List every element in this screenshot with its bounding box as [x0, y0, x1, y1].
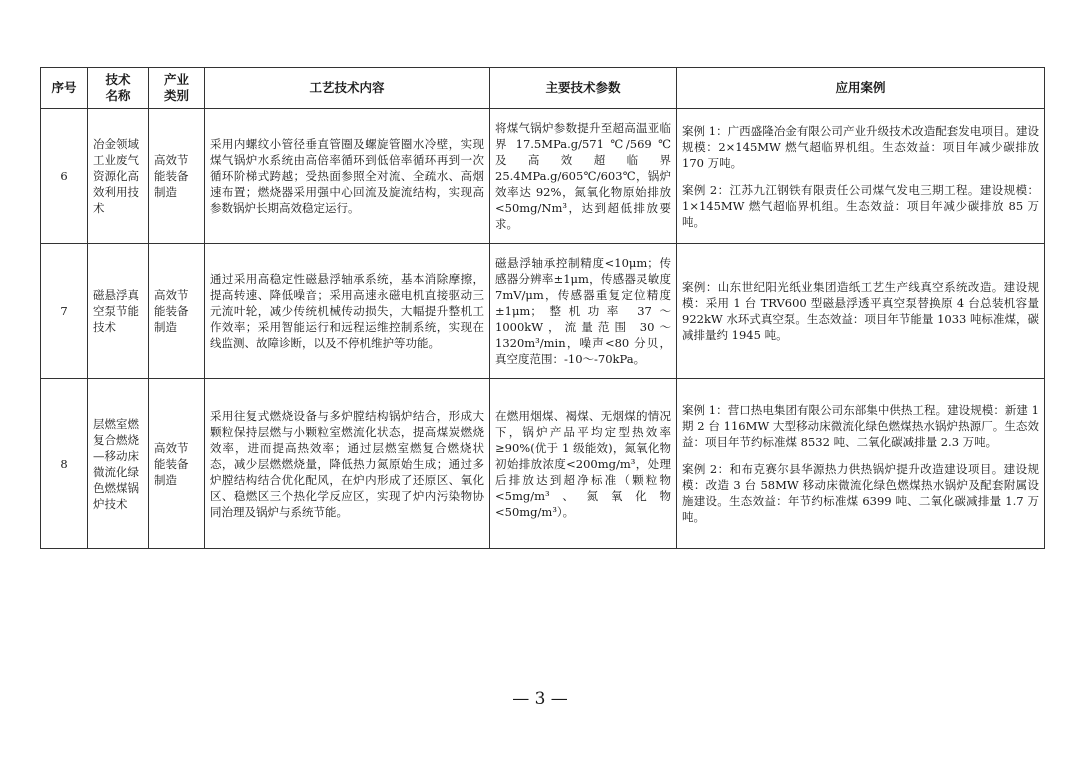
case-item: 案例 1：广西盛隆冶金有限公司产业升级技术改造配套发电项目。建设规模：2×145MW 燃气超临界机组。生态效益：项目年减少碳排放 170 万吨。: [682, 123, 1039, 170]
row-cases: [677, 244, 1045, 379]
header-process: 工艺技术内容: [205, 68, 490, 109]
row-process: 采用内螺纹小管径垂直管圈及螺旋管圈水冷壁，实现煤气锅炉水系统由高倍率循环到低倍率循环再到一次循环阶梯式跨越；受热面参照全对流、全疏水、高烟速布置；燃烧器采用强中心回流及旋流结构，实现高参数锅炉长期高效稳定运行。: [205, 109, 490, 244]
table-row: [41, 109, 1045, 244]
header-tech-name: 技术 名称: [88, 68, 149, 109]
row-tech-name: 磁悬浮真 空泵节能 技术: [88, 244, 149, 379]
row-params: 将煤气锅炉参数提升至超高温亚临界 17.5MPa.g/571 ℃/569 ℃ 及高效超临界 25.4MPa.g/605℃/603℃，锅炉效率达 92%，氮氧化物原始排放<50mg/Nm³，达到超低排放要求。: [490, 109, 677, 244]
row-seq: 8: [41, 379, 88, 549]
row-process: 通过采用高稳定性磁悬浮轴承系统，基本消除摩擦，提高转速、降低噪音；采用高速永磁电机直接驱动三元流叶轮，减少传统机械传动损失，大幅提升整机工作效率；采用智能运行和远程运维控制系统，实现在线监测、故障诊断，以及不停机维护等功能。: [205, 244, 490, 379]
case-item: 案例：山东世纪阳光纸业集团造纸工艺生产线真空系统改造。建设规模：采用 1 台 TRV600 型磁悬浮透平真空泵替换原 4 台总装机容量 922kW 水环式真空泵。生态效益：项目年节能量 1033 吨标准煤，碳减排量约 1945 吨。: [682, 280, 1039, 342]
row-tech-name: 冶金领域 工业废气 资源化高 效利用技 术: [88, 109, 149, 244]
row-industry: 高效节 能装备 制造: [149, 109, 205, 244]
case-item: 案例 1：营口热电集团有限公司东部集中供热工程。建设规模：新建 1 期 2 台 116MW 大型移动床微流化绿色燃煤热水锅炉热源厂。生态效益：项目年节约标准煤 8532 吨、二氧化碳减排量 2.3 万吨。: [682, 403, 1039, 449]
row-cases: [677, 109, 1045, 244]
row-cases: [677, 379, 1045, 549]
page-number: — 3 —: [512, 689, 568, 709]
row-params: 在燃用烟煤、褐煤、无烟煤的情况下，锅炉产品平均定型热效率≥90%(优于 1 级能效)，氮氧化物初始排放浓度<200mg/m³，处理后排放达到超净标准（颗粒物<5mg/m³、氮氧化物<50mg/m³）。: [490, 379, 677, 549]
header-cases: 应用案例: [677, 68, 1045, 109]
table-row: [41, 379, 1045, 549]
case-item: 案例 2：和布克赛尔县华源热力供热锅炉提升改造建设项目。建设规模：改造 3 台 58MW 移动床微流化绿色燃煤热水锅炉及配套附属设施建设。生态效益：年节约标准煤 6399 吨、二氧化碳减排量 1.7 万吨。: [682, 462, 1039, 524]
row-industry: 高效节 能装备 制造: [149, 379, 205, 549]
technology-table: [40, 67, 1045, 549]
header-params: 主要技术参数: [490, 68, 677, 109]
row-tech-name: 层燃室燃 复合燃烧 —移动床 微流化绿 色燃煤锅 炉技术: [88, 379, 149, 549]
row-industry: 高效节 能装备 制造: [149, 244, 205, 379]
header-seq: 序号: [41, 68, 88, 109]
row-seq: 6: [41, 109, 88, 244]
header-industry: 产业 类别: [149, 68, 205, 109]
row-process: 采用往复式燃烧设备与多炉膛结构锅炉结合，形成大颗粒保持层燃与小颗粒室燃流化状态，提高煤炭燃烧效率，进而提高热效率；通过层燃室燃复合燃烧状态，减少层燃燃烧量，降低热力氮原始生成；通过多炉膛结构结合优化配风，在炉内形成了还原区、氧化区、稳燃区三个热化学反应区，实现了炉内污染物协同治理及锅炉与系统节能。: [205, 379, 490, 549]
case-item: 案例 2：江苏九江钢铁有限责任公司煤气发电三期工程。建设规模：1×145MW 燃气超临界机组。生态效益：项目年减少碳排放 85 万吨。: [682, 182, 1039, 229]
row-seq: 7: [41, 244, 88, 379]
table-header-row: [41, 68, 1045, 109]
table-row: [41, 244, 1045, 379]
row-params: 磁悬浮轴承控制精度<10μm；传感器分辨率±1μm，传感器灵敏度 7mV/μm，传感器重复定位精度±1μm；整机功率 37～1000kW，流量范围 30～1320m³/min，噪声<80 分贝，真空度范围：-10～-70kPa。: [490, 244, 677, 379]
